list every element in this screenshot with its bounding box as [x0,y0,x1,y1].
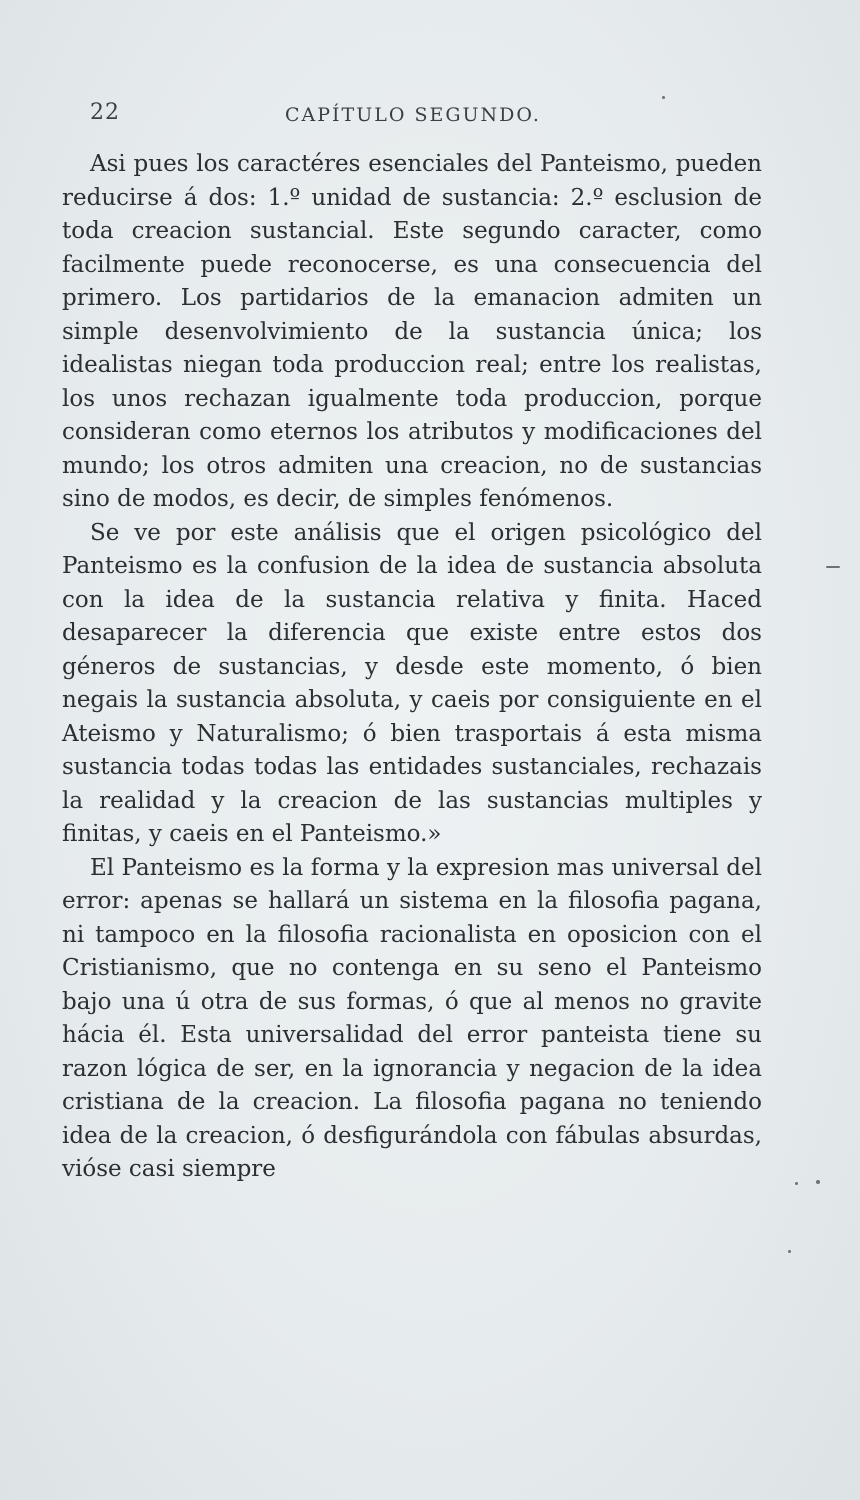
paragraph-2: Se ve por este análisis que el origen psicológico del Panteismo es la confusion de la idea de sustancia absoluta con la idea de la sustancia relativa y finita. Haced desaparecer la diferencia que existe entre estos dos géneros de sustancias, y desde este momento, ó bien negais la sustancia absoluta, y caeis por consiguiente en el Ateismo y Naturalismo; ó bien trasportais á esta misma sustancia todas todas las entidades sustanciales, rechazais la realidad y la creacion de las sustancias multiples y finitas, y caeis en el Panteismo.» [62,519,762,847]
page-header [90,100,710,140]
paragraph-1: Asi pues los caractéres esenciales del Panteismo, pueden reducirse á dos: 1.º unidad de sustancia: 2.º esclusion de toda creacion sustancial. Este segundo caracter, como facilmente puede reconocerse, es una consecuencia del primero. Los partidarios de la emanacion admiten un simple desenvolvimiento de la sustancia única; los idealistas niegan toda produccion real; entre los realistas, los unos rechazan igualmente toda produccion, porque consideran como eternos los atributos y modificaciones del mundo; los otros admiten una creacion, no de sustancias sino de modos, es decir, de simples fenómenos. [62,151,762,512]
ink-speck [826,566,840,568]
body-text [62,148,762,1187]
paragraph-3: El Panteismo es la forma y la expresion mas universal del error: apenas se hallará un sistema en la filosofia pagana, ni tampoco en la filosofia racionalista en oposicion con el Cristianismo, que no contenga en su seno el Panteismo bajo una ú otra de sus formas, ó que al menos no gravite hácia él. Esta universalidad del error panteista tiene su razon lógica de ser, en la ignorancia y negacion de la idea cristiana de la creacion. La filosofia pagana no teniendo idea de la creacion, ó desfigurándola con fábulas absurdas, vióse casi siempre [62,854,762,1182]
ink-speck [816,1180,820,1184]
page-number: 22 [90,100,120,125]
ink-speck [788,1250,791,1253]
ink-speck [662,96,665,99]
ink-speck [795,1182,798,1185]
running-head: CAPÍTULO SEGUNDO. [285,104,541,126]
